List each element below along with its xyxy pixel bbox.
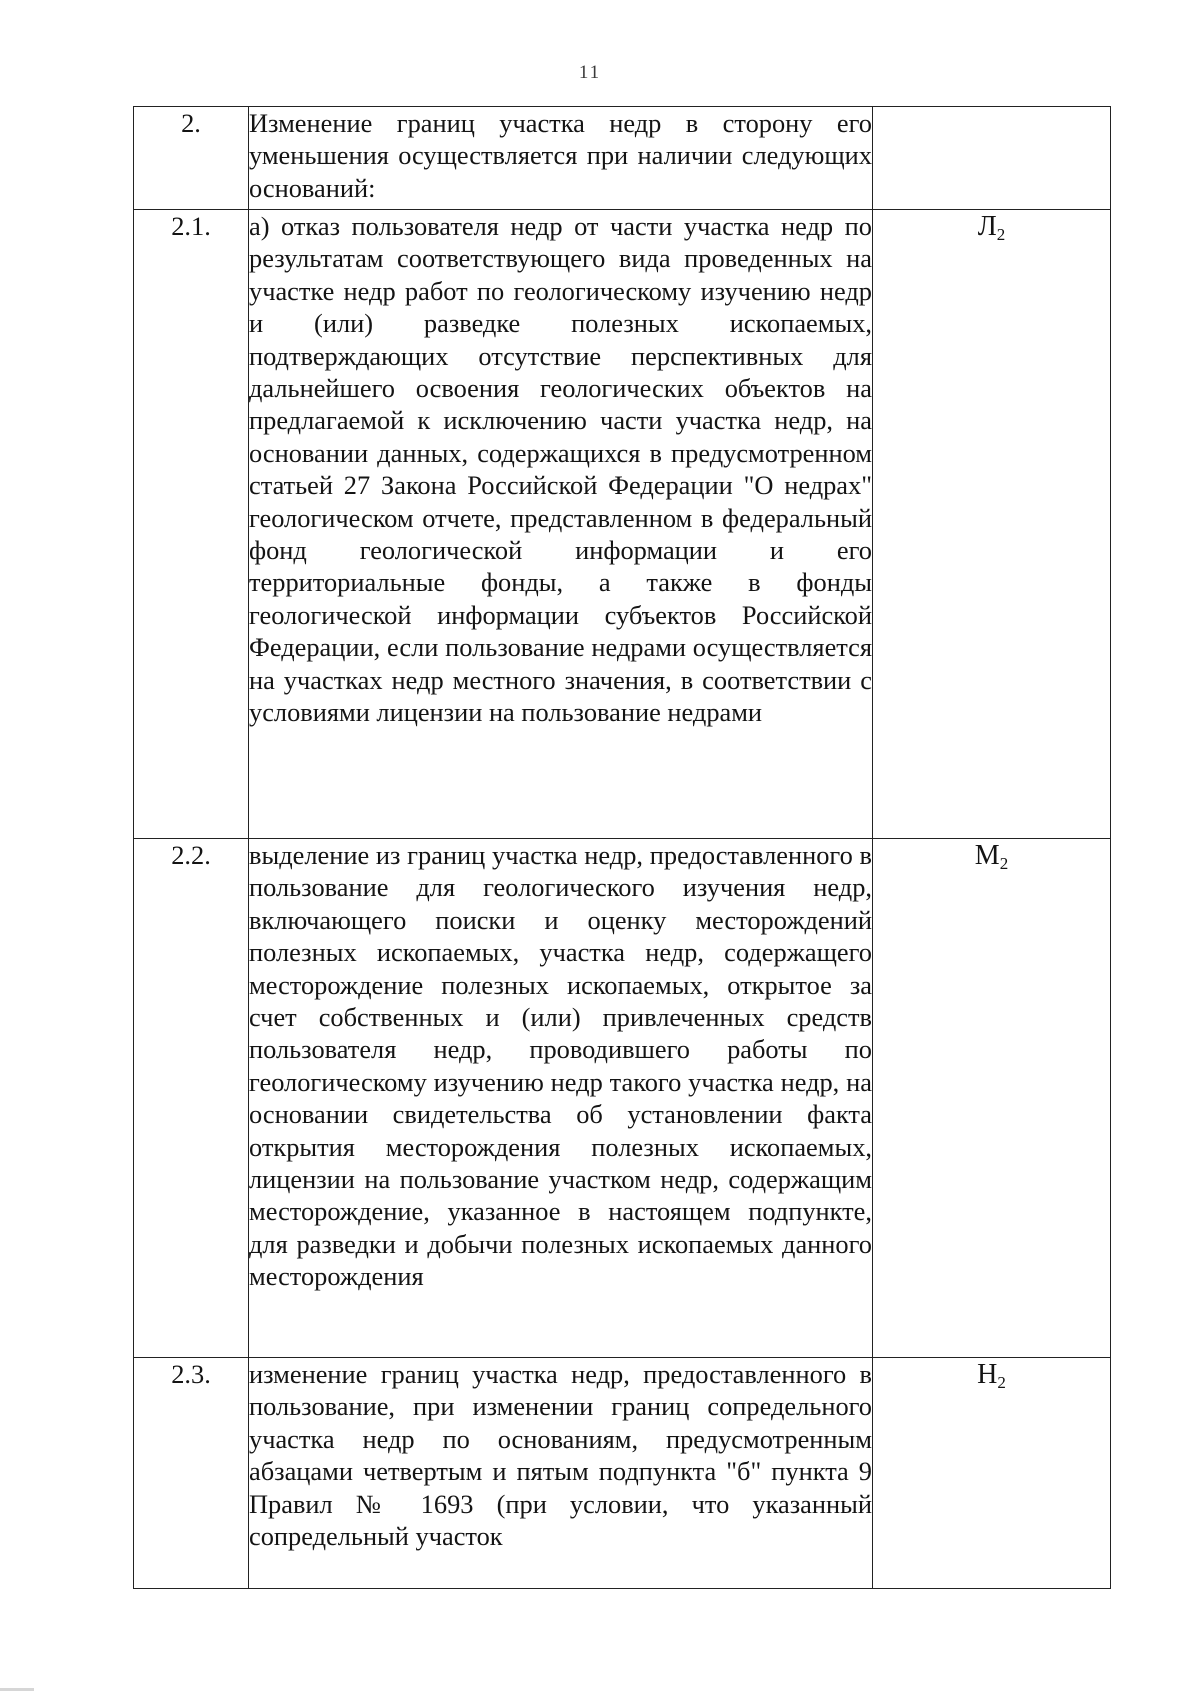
row-number: 2.3. xyxy=(134,1358,249,1589)
table-row xyxy=(134,107,1111,210)
page-number: 11 xyxy=(578,62,602,83)
row-code xyxy=(873,210,1111,839)
row-text: а) отказ пользователя недр от части участка недр по результатам соответствующего вида проведенных на участке недр работ по геологическому изучению недр и (или) разведке полезных ископаемых, подтверждающих отсутствие перспективных для дальнейшего освоения геологических объектов на предлагаемой к исключению части участка недр, на основании данных, содержащихся в предусмотренном статьей 27 Закона Российской Федерации "О недрах" геологическом отчете, представленном в федеральный фонд геологической информации и его территориальные фонды, а также в фонды геологической информации субъектов Российской Федерации, если пользование недрами осуществляется на участках недр местного значения, в соответствии с условиями лицензии на пользование недрами xyxy=(249,210,873,839)
code-letter: Л xyxy=(977,211,997,242)
row-number: 2.1. xyxy=(134,210,249,839)
row-text: выделение из границ участка недр, предоставленного в пользование для геологического изучения недр, включающего поиски и оценку месторождений полезных ископаемых, участка недр, содержащего месторождение полезных ископаемых, открытое за счет собственных и (или) привлеченных средств пользователя недр, проводившего работы по геологическому изучению недр такого участка недр, на основании свидетельства об установлении факта открытия месторождения полезных ископаемых, лицензии на пользование участком недр, содержащим месторождение, указанное в настоящем подпункте, для разведки и добычи полезных ископаемых данного месторождения xyxy=(249,839,873,1358)
code-subscript: 2 xyxy=(997,1373,1006,1392)
table-row xyxy=(134,210,1111,839)
grounds-table xyxy=(133,106,1111,1589)
code-letter: Н xyxy=(977,1359,998,1390)
code-subscript: 2 xyxy=(996,225,1006,244)
row-code xyxy=(873,107,1111,210)
scan-edge-mark xyxy=(0,1688,34,1691)
code-subscript: 2 xyxy=(999,854,1009,873)
row-code xyxy=(873,839,1111,1358)
table-row xyxy=(134,1358,1111,1589)
code-letter: М xyxy=(974,840,1000,871)
row-text: изменение границ участка недр, предоставленного в пользование, при изменении границ сопредельного участка недр по основаниям, предусмотренным абзацами четвертым и пятым подпункта "б" пункта 9 Правил № 1693 (при условии, что указанный сопредельный участок xyxy=(249,1358,873,1589)
table-row xyxy=(134,839,1111,1358)
row-code xyxy=(873,1358,1111,1589)
row-number: 2. xyxy=(134,107,249,210)
row-number: 2.2. xyxy=(134,839,249,1358)
row-text: Изменение границ участка недр в сторону его уменьшения осуществляется при наличии следующих оснований: xyxy=(249,107,873,210)
